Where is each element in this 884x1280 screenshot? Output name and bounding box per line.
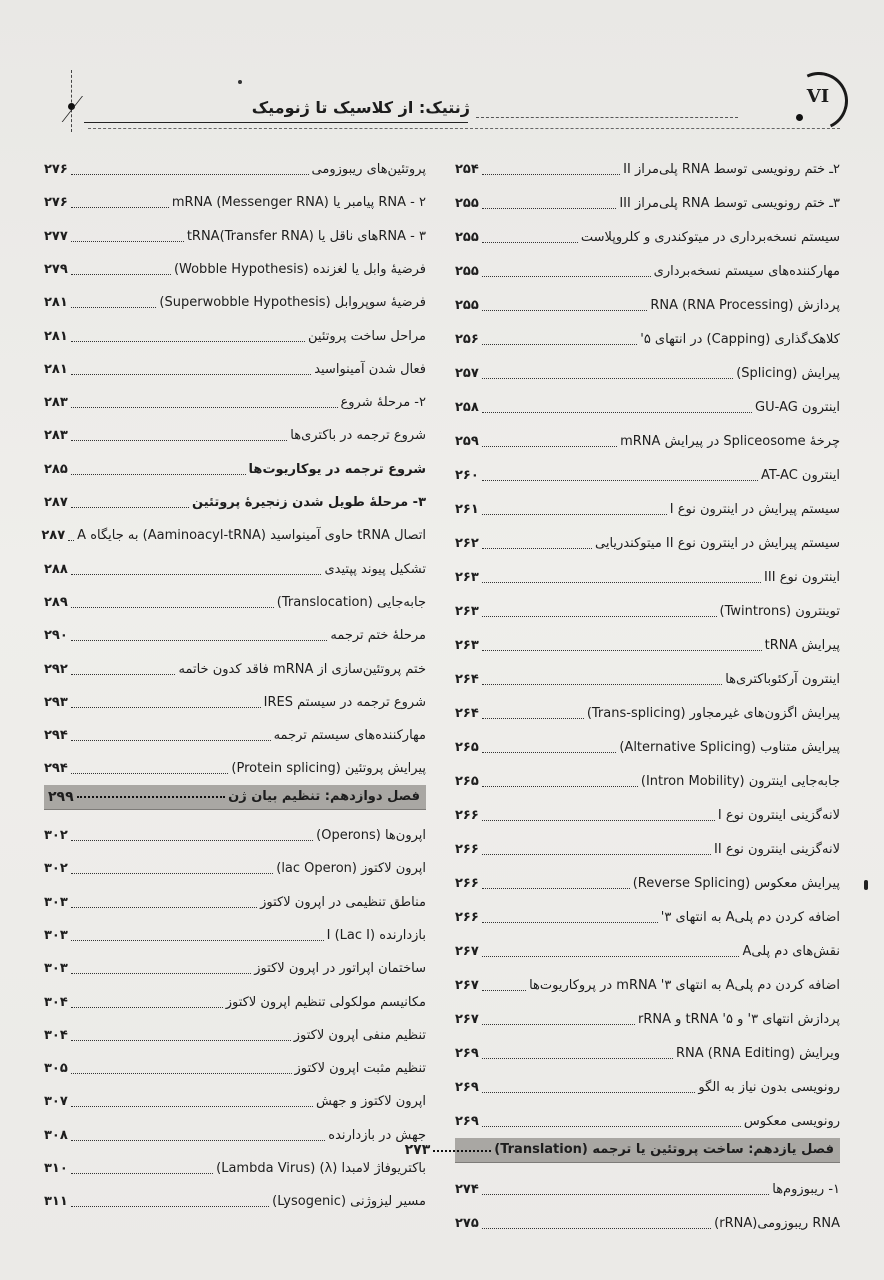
toc-entry-page: ۲۶۵ — [455, 740, 479, 755]
dot-leader — [71, 439, 287, 441]
toc-entry-title: پردازش RNA (RNA Processing) — [650, 298, 840, 313]
toc-entry — [455, 492, 840, 518]
toc-entry — [455, 288, 840, 314]
toc-entry-title: فعال شدن آمینواسید — [314, 361, 426, 377]
toc-entry — [455, 730, 840, 756]
dot-leader — [482, 275, 651, 277]
toc-entry-title: فصل دوازدهم: تنظیم بیان ژن — [228, 788, 420, 804]
toc-entry — [455, 152, 840, 178]
toc-entry — [455, 696, 840, 722]
dot-leader — [482, 1193, 769, 1195]
dot-leader — [482, 207, 617, 209]
toc-entry-page: ۲۸۱ — [44, 295, 68, 311]
toc-entry-page: ۲۸۷ — [44, 495, 68, 510]
toc-entry-title: فصل یازدهم: ساخت پروتئین یا ترجمه (Translation) — [494, 1142, 834, 1157]
toc-entry-title: لانه‌گزینی اینترون نوع II — [714, 842, 840, 857]
toc-entry — [44, 385, 426, 411]
dot-leader — [71, 772, 229, 774]
dot-leader — [71, 906, 257, 908]
dot-leader — [482, 581, 761, 583]
toc-entry-page: ۲۷۹ — [44, 261, 68, 277]
toc-entry — [44, 185, 426, 211]
toc-entry-page: ۲۹۹ — [48, 788, 74, 805]
toc-entry-page: ۲۸۱ — [44, 361, 68, 377]
toc-entry-title: مسیر لیزوژنی (Lysogenic) — [272, 1194, 426, 1210]
toc-entry-title: اضافه کردن دم پلی‌A به انتهای ۳' mRNA در پروکاریوت‌ها — [529, 978, 840, 993]
toc-entry — [44, 818, 426, 844]
toc-entry-title: ۲ - RNA پیامبر یا mRNA (Messenger RNA) — [171, 195, 426, 211]
toc-entry — [455, 968, 840, 994]
toc-entry — [44, 252, 426, 278]
dot-leader — [482, 1057, 673, 1059]
toc-entry — [44, 152, 426, 178]
toc-entry — [455, 628, 840, 654]
dot-leader — [482, 445, 617, 447]
dot-leader — [71, 573, 322, 575]
toc-entry — [455, 1036, 840, 1062]
toc-entry-page: ۲۶۶ — [455, 842, 479, 857]
toc-entry-title: مهارکننده‌های سیستم نسخه‌برداری — [653, 264, 840, 279]
toc-entry-page: ۲۶۷ — [455, 1012, 479, 1027]
toc-entry — [455, 458, 840, 484]
toc-entry-title: رونویسی معکوس — [743, 1114, 840, 1129]
toc-entry-page: ۲۶۳ — [455, 604, 479, 619]
toc-entry-page: ۲۹۲ — [44, 661, 68, 677]
toc-entry — [455, 832, 840, 858]
header-dashed-rule-lower-left — [88, 128, 468, 129]
toc-entry-page: ۳۰۳ — [44, 961, 68, 977]
dot-leader — [482, 241, 578, 243]
dot-leader — [482, 1227, 711, 1229]
toc-entry — [44, 452, 426, 478]
dot-leader — [68, 539, 74, 541]
toc-entry — [455, 662, 840, 688]
dot-leader — [71, 1006, 223, 1008]
toc-entry — [44, 285, 426, 311]
toc-entry-title: بازدارنده I (Lac I) — [326, 927, 426, 943]
toc-entry — [455, 1206, 840, 1232]
toc-entry — [44, 1184, 426, 1210]
toc-entry-title: جابه‌جایی (Translocation) — [276, 594, 426, 610]
toc-entry-page: ۲۵۵ — [455, 264, 479, 279]
toc-entry — [455, 900, 840, 926]
toc-entry-page: ۳۰۲ — [44, 828, 68, 843]
toc-entry — [44, 751, 426, 777]
dot-leader — [482, 343, 637, 345]
dot-leader — [71, 406, 338, 408]
toc-entry — [44, 652, 426, 678]
dot-leader — [71, 173, 309, 175]
toc-entry-title: رونویسی بدون نیاز به الگو — [698, 1080, 840, 1095]
toc-entry-title: باکتریوفاژ لامبدا (λ) (Lambda Virus) — [216, 1161, 426, 1176]
dot-leader — [433, 1149, 491, 1152]
toc-entry-page: ۲۶۷ — [455, 978, 479, 993]
chapter-heading — [404, 1138, 840, 1163]
dot-leader — [71, 939, 324, 941]
toc-entry — [44, 951, 426, 977]
toc-entry-page: ۲۶۴ — [455, 672, 479, 687]
toc-entry-page: ۳۰۵ — [44, 1061, 68, 1077]
toc-entry-title: پیرایش متناوب (Alternative Splicing) — [619, 740, 840, 755]
toc-entry — [455, 866, 840, 892]
toc-entry-page: ۳۱۱ — [44, 1194, 68, 1210]
chapter-heading — [44, 785, 426, 810]
toc-entry-title: جهش در بازدارنده — [328, 1127, 426, 1143]
toc-entry — [44, 985, 426, 1011]
dot-leader — [71, 839, 313, 841]
dot-leader — [71, 1139, 325, 1141]
toc-entry-page: ۲۵۵ — [455, 230, 479, 245]
toc-entry-page: ۲۶۲ — [455, 536, 479, 551]
toc-entry — [455, 1172, 840, 1198]
toc-entry-title: توینترون (Twintrons) — [719, 604, 840, 619]
toc-entry-title: ۱- ریبوزوم‌ها — [772, 1182, 840, 1197]
toc-entry-title: تنظیم منفی اپرون لاکتوز — [293, 1027, 426, 1043]
toc-entry — [455, 526, 840, 552]
toc-entry-page: ۲۷۷ — [44, 228, 68, 244]
dot-leader — [71, 639, 328, 641]
toc-entry — [44, 918, 426, 944]
toc-entry-page: ۲۸۹ — [44, 594, 68, 610]
toc-entry — [44, 1118, 426, 1144]
margin-mark — [864, 880, 868, 890]
toc-entry-page: ۲۸۷ — [41, 528, 66, 544]
toc-entry-title: ۳ - RNAهای ناقل یا tRNA(Transfer RNA) — [186, 228, 426, 244]
toc-entry — [455, 560, 840, 586]
toc-entry-title: ۳ـ ختم رونویسی توسط RNA پلی‌مراز III — [619, 196, 840, 211]
dot-leader — [482, 309, 648, 311]
toc-entry-title: ختم پروتئین‌سازی از mRNA فاقد کدون خاتمه — [178, 661, 426, 677]
page-number: VI — [806, 86, 830, 107]
dot-leader — [482, 751, 617, 753]
toc-entry-title: اتصال tRNA حاوی آمینواسید (Aaminoacyl-tRNA) به جایگاه A — [77, 528, 426, 544]
toc-entry-title: اپرون‌ها (Operons) — [316, 828, 426, 843]
dot-leader — [482, 377, 733, 379]
toc-entry — [44, 219, 426, 245]
toc-entry-page: ۲۸۸ — [44, 561, 68, 577]
toc-entry — [455, 356, 840, 382]
toc-entry — [44, 618, 426, 644]
dot-leader — [482, 853, 711, 855]
toc-entry-page: ۲۶۶ — [455, 808, 479, 823]
toc-entry — [455, 186, 840, 212]
toc-entry — [44, 1051, 426, 1077]
toc-entry-page: ۲۵۵ — [455, 298, 479, 313]
toc-entry — [455, 254, 840, 280]
toc-entry-title: فرضیهٔ وابل یا لغزنده (Wobble Hypothesis) — [173, 261, 426, 277]
dot-leader — [71, 240, 184, 242]
toc-entry-title: شروع ترجمه در باکتری‌ها — [290, 428, 426, 444]
toc-entry-title: ۲- مرحلهٔ شروع — [340, 395, 426, 411]
toc-entry-page: ۲۷۶ — [44, 162, 68, 177]
dot-leader — [482, 1091, 696, 1093]
toc-entry — [44, 685, 426, 711]
toc-entry-page: ۳۰۴ — [44, 1027, 68, 1043]
dot-leader — [482, 1023, 635, 1025]
dot-leader — [71, 1172, 213, 1174]
toc-entry — [455, 322, 840, 348]
dot-leader — [482, 955, 740, 957]
dot-leader — [71, 1039, 291, 1041]
toc-entry-title: اینترون آرکئوباکتری‌ها — [725, 672, 840, 687]
dot-leader — [482, 785, 638, 787]
toc-entry-title: کلاهک‌گذاری (Capping) در انتهای ۵' — [640, 332, 840, 347]
toc-entry-page: ۲۶۳ — [455, 638, 479, 653]
toc-entry — [44, 552, 426, 578]
toc-entry-title: تنظیم مثبت اپرون لاکتوز — [294, 1061, 426, 1077]
toc-entry-title: چرخهٔ Spliceosome در پیرایش mRNA — [620, 434, 840, 449]
toc-entry — [44, 885, 426, 911]
dot-leader — [71, 340, 305, 342]
toc-entry-title: شروع ترجمه در یوکاریوت‌ها — [248, 461, 426, 477]
toc-entry-page: ۲۶۶ — [455, 876, 479, 891]
toc-entry-page: ۲۶۱ — [455, 502, 479, 517]
dot-leader — [71, 673, 176, 675]
toc-entry-title: مراحل ساخت پروتئین — [308, 328, 426, 344]
toc-entry-page: ۲۶۰ — [455, 468, 479, 483]
dot-leader — [482, 921, 658, 923]
toc-entry-page: ۳۰۳ — [44, 927, 68, 943]
dot-leader — [71, 606, 274, 608]
header-small-dot — [238, 80, 242, 84]
toc-entry-page: ۲۵۸ — [455, 400, 479, 415]
toc-entry — [455, 764, 840, 790]
toc-entry-title: پیرایش پروتئین (Protein splicing) — [231, 761, 426, 777]
dot-leader — [482, 547, 592, 549]
toc-entry — [455, 594, 840, 620]
header-dashed-rule — [476, 117, 738, 118]
toc-entry — [41, 518, 426, 544]
toc-entry-title: مرحلهٔ ختم ترجمه — [330, 628, 426, 644]
dot-leader — [482, 173, 620, 175]
toc-entry-page: ۲۵۵ — [455, 196, 479, 211]
toc-entry — [44, 585, 426, 611]
toc-entry-title: پیرایش (Splicing) — [736, 366, 840, 381]
toc-entry-page: ۲۵۹ — [455, 434, 479, 449]
toc-entry-page: ۲۶۵ — [455, 774, 479, 789]
toc-entry-title: RNA ریبوزومی(rRNA) — [714, 1216, 840, 1231]
toc-entry-title: فرضیهٔ سوپروابل (Superwobble Hypothesis) — [159, 295, 426, 311]
dot-leader — [482, 683, 722, 685]
toc-entry — [44, 851, 426, 877]
toc-entry-page: ۲۵۷ — [455, 366, 479, 381]
dot-leader — [482, 717, 584, 719]
dot-leader — [482, 615, 717, 617]
toc-entry-title: ۳- مرحلهٔ طویل شدن زنجیرهٔ پروتئین — [192, 495, 426, 510]
toc-entry-page: ۲۵۴ — [455, 162, 479, 177]
toc-entry-title: پروتئین‌های ریبوزومی — [311, 162, 426, 177]
toc-entry — [455, 1002, 840, 1028]
toc-entry-page: ۲۶۹ — [455, 1114, 479, 1129]
toc-entry-title: شروع ترجمه در سیستم IRES — [263, 694, 426, 710]
toc-entry-page: ۲۵۶ — [455, 332, 479, 347]
dot-leader — [482, 649, 762, 651]
toc-entry-title: اضافه کردن دم پلی‌A به انتهای ۳' — [660, 910, 840, 925]
toc-entry-title: پیرایش اگزون‌های غیرمجاور (Trans-splicing) — [586, 706, 840, 721]
dot-leader — [482, 819, 715, 821]
toc-entry-title: مهارکننده‌های سیستم ترجمه — [273, 728, 426, 744]
toc-entry-page: ۲۹۴ — [44, 761, 68, 777]
toc-entry — [44, 352, 426, 378]
toc-entry-page: ۲۸۱ — [44, 328, 68, 344]
toc-entry-page: ۲۶۳ — [455, 570, 479, 585]
toc-entry-title: مکانیسم مولکولی تنظیم اپرون لاکتوز — [225, 994, 426, 1010]
toc-entry-title: جابه‌جایی اینترون (Intron Mobility) — [640, 774, 840, 789]
toc-entry-title: اینترون نوع III — [764, 570, 840, 585]
toc-entry-title: سیستم پیرایش در اینترون نوع II میتوکندریایی — [595, 536, 840, 551]
toc-entry — [44, 1084, 426, 1110]
toc-entry — [455, 220, 840, 246]
dot-leader — [71, 273, 171, 275]
page-number-dot — [796, 114, 803, 121]
toc-entry-title: پردازش انتهای ۳' و ۵' tRNA و rRNA — [638, 1012, 840, 1027]
dot-leader — [482, 479, 758, 481]
toc-entry-title: ۲ـ ختم رونویسی توسط RNA پلی‌مراز II — [623, 162, 840, 177]
toc-entry-title: سیستم نسخه‌برداری در میتوکندری و کلروپلاست — [580, 230, 840, 245]
toc-entry — [44, 319, 426, 345]
toc-entry-title: ساختمان اپراتور در اپرون لاکتوز — [254, 961, 426, 977]
toc-entry-page: ۳۰۳ — [44, 894, 68, 910]
toc-entry-page: ۲۹۰ — [44, 628, 68, 644]
toc-entry — [455, 798, 840, 824]
dot-leader — [482, 989, 526, 991]
toc-entry-page: ۳۱۰ — [44, 1161, 68, 1176]
dot-leader — [71, 1072, 292, 1074]
toc-entry-page: ۲۶۷ — [455, 944, 479, 959]
toc-entry — [44, 1151, 426, 1177]
toc-entry — [44, 1018, 426, 1044]
dot-leader — [71, 506, 189, 508]
dot-leader — [482, 887, 630, 889]
dot-leader — [71, 206, 169, 208]
toc-entry — [455, 934, 840, 960]
toc-entry-page: ۲۹۳ — [44, 694, 68, 710]
toc-entry-page: ۳۰۷ — [44, 1094, 68, 1110]
dot-leader — [71, 373, 311, 375]
toc-entry-title: مناطق تنظیمی در اپرون لاکتوز — [260, 894, 426, 910]
toc-entry-title: پیرایش tRNA — [764, 638, 840, 653]
dot-leader — [71, 1105, 313, 1107]
dot-leader — [71, 739, 271, 741]
dot-leader — [71, 306, 157, 308]
toc-entry-title: اپرون لاکتوز (lac Operon) — [276, 861, 426, 877]
toc-entry — [455, 424, 840, 450]
header-dashed-rule-lower-right — [470, 128, 840, 129]
dot-leader — [482, 513, 667, 515]
toc-entry-page: ۲۶۶ — [455, 910, 479, 925]
dot-leader — [482, 411, 752, 413]
dot-leader — [71, 872, 273, 874]
toc-entry-title: اینترون AT-AC — [761, 468, 840, 483]
toc-entry — [455, 1070, 840, 1096]
dot-leader — [77, 795, 225, 798]
toc-entry-page: ۲۷۳ — [404, 1142, 431, 1158]
header-dashed-marker — [71, 70, 72, 132]
toc-entry-page: ۲۸۳ — [44, 395, 68, 411]
toc-entry-page: ۲۹۴ — [44, 728, 68, 744]
toc-entry-page: ۲۶۹ — [455, 1046, 479, 1061]
dot-leader — [71, 706, 261, 708]
page-number-badge — [790, 72, 848, 130]
toc-entry — [44, 418, 426, 444]
toc-entry-title: نقش‌های دم پلی‌A — [742, 944, 840, 959]
toc-entry — [455, 1104, 840, 1130]
toc-entry-title: تشکیل پیوند پپتیدی — [324, 561, 426, 577]
toc-entry-title: سیستم پیرایش در اینترون نوع I — [669, 502, 840, 517]
toc-entry-title: لانه‌گزینی اینترون نوع I — [717, 808, 840, 823]
book-title: ژنتیک: از کلاسیک تا ژنومیک — [251, 98, 470, 117]
toc-entry-title: پیرایش معکوس (Reverse Splicing) — [632, 876, 840, 891]
dot-leader — [71, 1205, 269, 1207]
toc-entry — [455, 390, 840, 416]
toc-entry-page: ۳۰۲ — [44, 861, 68, 877]
toc-entry-title: ویرایش RNA (RNA Editing) — [675, 1046, 840, 1061]
dot-leader — [71, 473, 246, 475]
toc-entry-page: ۳۰۸ — [44, 1127, 68, 1143]
toc-entry-page: ۲۷۵ — [455, 1216, 479, 1231]
dot-leader — [482, 1125, 741, 1127]
toc-entry-page: ۳۰۴ — [44, 994, 68, 1010]
toc-entry — [44, 718, 426, 744]
toc-entry-page: ۲۷۶ — [44, 195, 68, 211]
toc-entry — [44, 485, 426, 511]
toc-entry-title: اپرون لاکتوز و جهش — [315, 1094, 426, 1110]
toc-entry-page: ۲۶۴ — [455, 706, 479, 721]
dot-leader — [71, 972, 251, 974]
toc-entry-page: ۲۷۴ — [455, 1182, 479, 1197]
toc-entry-title: اینترون GU-AG — [755, 400, 840, 415]
toc-entry-page: ۲۶۹ — [455, 1080, 479, 1095]
toc-entry-page: ۲۸۵ — [44, 461, 68, 477]
toc-entry-page: ۲۸۳ — [44, 428, 68, 444]
